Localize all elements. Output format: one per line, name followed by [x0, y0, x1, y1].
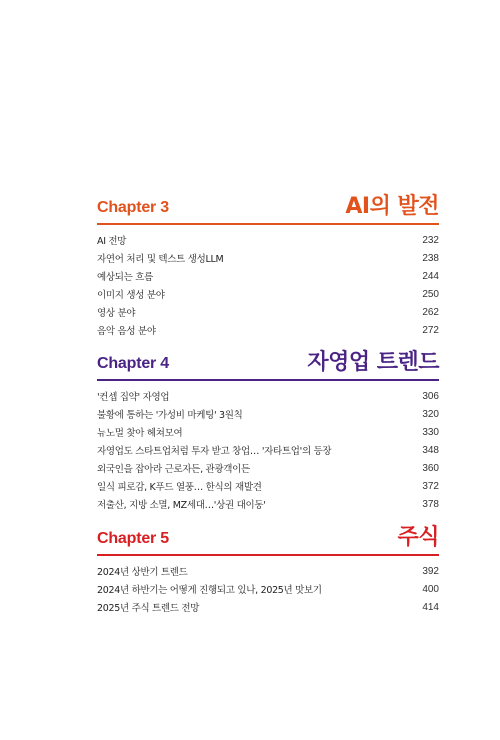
toc-entry-page: 320: [422, 408, 439, 420]
chapter-5-header: [97, 521, 439, 551]
toc-entry-title: 음악 음성 분야: [97, 326, 156, 337]
toc-entry-title: 이미지 생성 분야: [97, 290, 165, 301]
chapter-4-section: [97, 346, 439, 513]
toc-entry-page: 360: [422, 462, 439, 474]
chapter-5-rule: [97, 554, 439, 556]
toc-entry-page: 348: [422, 444, 439, 456]
toc-entry[interactable]: [97, 267, 439, 285]
toc-entry[interactable]: [97, 477, 439, 495]
toc-entry-page: 400: [422, 583, 439, 595]
toc-entry-page: 262: [422, 306, 439, 318]
chapter-4-rule: [97, 379, 439, 381]
toc-entry-page: 244: [422, 270, 439, 282]
chapter-3-header: [97, 190, 439, 220]
toc-entry[interactable]: [97, 387, 439, 405]
chapter-5-label: Chapter 5: [97, 530, 169, 547]
chapter-5-section: [97, 521, 439, 616]
chapter-3-label: Chapter 3: [97, 199, 169, 216]
chapter-5-title: 주식: [397, 525, 439, 550]
toc-entry[interactable]: [97, 598, 439, 616]
toc-entry-page: 306: [422, 390, 439, 402]
toc-entry[interactable]: [97, 405, 439, 423]
chapter-3-section: [97, 190, 439, 339]
chapter-4-entries: [97, 387, 439, 513]
toc-entry[interactable]: [97, 321, 439, 339]
toc-entry-title: 자영업도 스타트업처럼 투자 받고 창업… '자타트업'의 등장: [97, 446, 332, 457]
toc-entry[interactable]: [97, 495, 439, 513]
toc-entry[interactable]: [97, 285, 439, 303]
toc-entry-title: 외국인을 잡아라 근로자든, 관광객이든: [97, 464, 250, 475]
chapter-4-header: [97, 346, 439, 376]
toc-entry[interactable]: [97, 459, 439, 477]
toc-entry-page: 372: [422, 480, 439, 492]
toc-entry-title: 2024년 하반기는 어떻게 진행되고 있나, 2025년 맛보기: [97, 585, 322, 596]
toc-entry-title: '컨셉 집약' 자영업: [97, 392, 170, 403]
chapter-4-label: Chapter 4: [97, 355, 169, 372]
toc-entry-page: 232: [422, 234, 439, 246]
toc-entry[interactable]: [97, 423, 439, 441]
toc-entry-title: 2024년 상반기 트렌드: [97, 567, 188, 578]
toc-entry-page: 330: [422, 426, 439, 438]
toc-entry[interactable]: [97, 303, 439, 321]
toc-entry[interactable]: [97, 231, 439, 249]
toc-entry-title: 저출산, 지방 소멸, MZ세대…'상권 대이동': [97, 500, 266, 511]
chapter-5-entries: [97, 562, 439, 616]
chapter-4-title: 자영업 트렌드: [307, 350, 439, 375]
toc-entry-page: 414: [422, 601, 439, 613]
toc-entry[interactable]: [97, 562, 439, 580]
toc-entry-title: 2025년 주식 트렌드 전망: [97, 603, 200, 614]
toc-entry[interactable]: [97, 249, 439, 267]
toc-entry-title: 불황에 통하는 '가성비 마케팅' 3원칙: [97, 410, 243, 421]
toc-entry-title: 자연어 처리 및 텍스트 생성LLM: [97, 254, 224, 265]
toc-entry-title: 영상 분야: [97, 308, 136, 319]
toc-entry-title: 예상되는 흐름: [97, 272, 153, 283]
chapter-3-rule: [97, 223, 439, 225]
toc-entry[interactable]: [97, 580, 439, 598]
toc-entry-page: 272: [422, 324, 439, 336]
toc-entry-title: 일식 피로감, K푸드 열풍… 한식의 재발견: [97, 482, 262, 493]
toc-entry-page: 250: [422, 288, 439, 300]
toc-entry-page: 378: [422, 498, 439, 510]
toc-entry[interactable]: [97, 441, 439, 459]
chapter-3-title: AI의 발전: [345, 194, 439, 219]
chapter-3-entries: [97, 231, 439, 339]
toc-entry-page: 238: [422, 252, 439, 264]
toc-entry-page: 392: [422, 565, 439, 577]
toc-entry-title: 뉴노멀 찾아 헤쳐모여: [97, 428, 183, 439]
toc-entry-title: AI 전망: [97, 236, 127, 247]
